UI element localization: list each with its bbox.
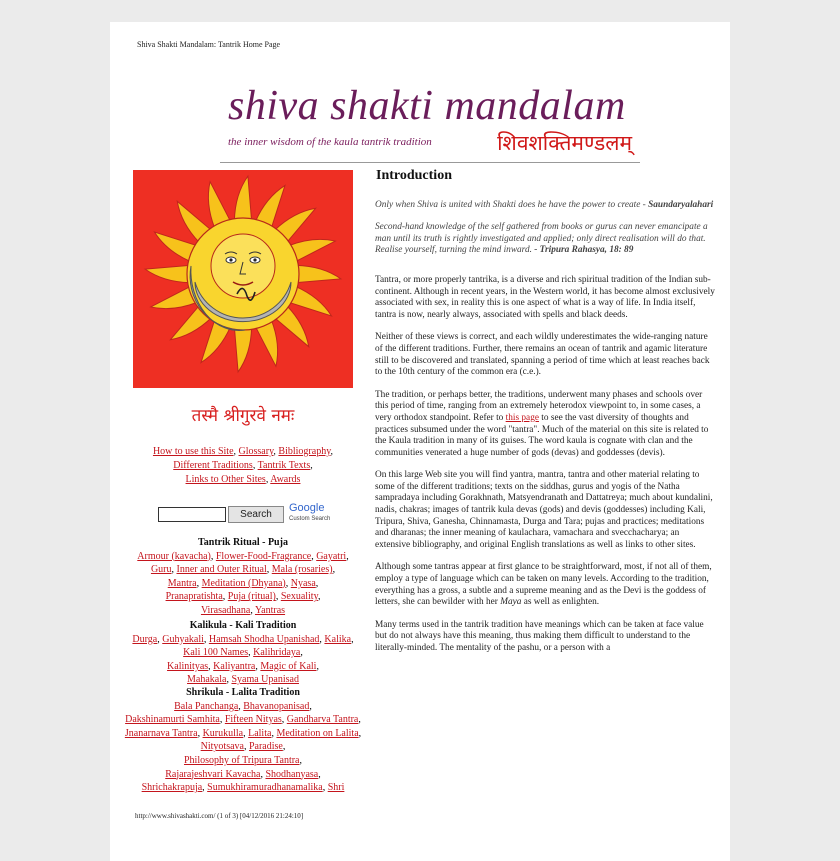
sun-ray <box>234 327 251 372</box>
sidebar-link[interactable]: Rajarajeshvari Kavacha <box>165 768 261 780</box>
nav-bibliography[interactable]: Bibliography <box>278 446 331 457</box>
sidebar-link[interactable]: Nyasa <box>290 577 316 589</box>
main-content <box>375 170 715 666</box>
section-links: Durga, Guhyakali, Hamsah Shodha Upanishad, Kalika, Kali 100 Names, Kalihridaya, Kalinityas, Kaliyantra, Magic of Kali, Mahakala, Syama Upanisad <box>132 633 354 686</box>
sidebar-link[interactable]: Meditation on Lalita <box>276 727 359 739</box>
sidebar-link[interactable]: Meditation (Dhyana) <box>201 577 286 589</box>
section-heading: Kalikula - Kali Tradition <box>189 620 297 631</box>
sidebar-link[interactable]: Bhavanopanisad <box>243 700 310 712</box>
sidebar-link[interactable]: Yantras <box>254 604 286 616</box>
section-heading: Shrikula - Lalita Tradition <box>186 687 300 698</box>
sun-moon-emblem <box>133 170 353 388</box>
nav-awards[interactable]: Awards <box>270 474 301 485</box>
sidebar-link[interactable]: Pranapratishta <box>165 591 223 603</box>
search-button[interactable]: Search <box>228 506 284 523</box>
sidebar-link[interactable]: Flower-Food-Fragrance <box>215 550 312 562</box>
sidebar-link[interactable]: Dakshinamurti Samhita <box>125 714 220 726</box>
nav-traditions[interactable]: Different Traditions <box>173 460 253 471</box>
paragraph-2: Neither of these views is correct, and each wildly underestimates the wide-ranging nature of the different traditions. Further, there remains an ocean of tantrik and agamic literature still to be discovered and translated, spanning a period of time which at least reaches back to the 10th century of the common era (c.e.). <box>375 332 710 378</box>
quote-text: Second-hand knowledge of the self gathered from books or gurus can never emancipate a man until its truth is rightly investigated and applied; only direct realisation will do that. Realise yourself, turning the mind inward. <box>375 222 708 256</box>
sidebar-link[interactable]: Hamsah Shodha Upanishad <box>208 633 320 645</box>
sidebar-link[interactable]: Philosophy of Tripura Tantra <box>183 754 300 766</box>
nav-how-to-use[interactable]: How to use this Site <box>152 446 234 457</box>
sidebar-link[interactable]: Sumukhiramuradhanamalika <box>207 782 323 794</box>
sidebar-link[interactable]: Bala Panchanga <box>174 700 239 712</box>
this-page-link[interactable]: this page <box>505 412 539 423</box>
sidebar-link[interactable]: Guhyakali <box>162 633 204 645</box>
quote-tripura-rahasya <box>375 222 715 257</box>
section-links: Bala Panchanga, Bhavanopanisad, Dakshinamurti Samhita, Fifteen Nityas, Gandharva Tantra, Jnanarnava Tantra, Kurukulla, Lalita, Meditation on Lalita, Nityotsava, Paradise, Philosophy of Tripura Tantra, Rajarajeshvari Kavacha, Shodhanyasa, Shrichakrapuja, Sumukhiramuradhanamalika, Shri <box>124 700 362 794</box>
paragraph-6: Many terms used in the tantrik tradition have meanings which can be taken at face value but do not always have this meaning, thus making them difficult to understand to the literally-minded. The mentality of the pashu, or a person with a <box>375 619 704 653</box>
paragraph-text: The tradition, or perhaps better, the traditions, underwent many phases and schools over this period of time, ranging from an extremely heterodox viewpoint to, in some cases, a very orthodox standpoint. Refer to <box>375 389 703 423</box>
quote-saundaryalahari <box>375 200 715 212</box>
sidebar-link[interactable]: Sexuality <box>280 591 318 603</box>
paragraph-1: Tantra, or more properly tantrika, is a diverse and rich spiritual tradition of the Indian sub-continent. Although in recent years, in the Western world, it has become almost exclusively associated with sex, in reality this is one aspect of what is a way of life. In India itself, tantra is now, nearly always, associated with spells and black deeds. <box>375 274 715 320</box>
section-heading: Tantrik Ritual - Puja <box>198 537 288 548</box>
sidebar-link[interactable]: Jnanarnava Tantra <box>124 727 198 739</box>
google-logo: Google <box>289 502 325 514</box>
maya-term: Maya <box>500 597 522 608</box>
page-header-title: Shiva Shakti Mandalam: Tantrik Home Page <box>137 40 281 49</box>
sidebar-link[interactable]: Syama Upanisad <box>231 674 299 686</box>
paragraph-4: On this large Web site you will find yantra, mantra, tantra and other material relating to some of the different traditions; texts on the siddhas, gurus and yogis of the Natha sampradaya including Gorakhnath, Matsyendranath and Dattatreya; much about kundalini, nadis, chakras; images of tantrik kula devas (gods) and devis (goddesses) including Kali, Tripura, Shiva, Ganesha, Chinnamasta, Durga and Tara; pujas and practices; meditations and dharanas; the inner meaning of kaulachara, vamachara and svecchacharya; an extensive bibliography, and original English translations as well as links to other sites. <box>375 470 713 550</box>
nav-glossary[interactable]: Glossary <box>238 446 274 457</box>
banner-devanagari: शिवशक्तिमण्डलम् <box>497 131 632 155</box>
sidebar-link[interactable]: Paradise <box>248 741 283 753</box>
sidebar-link[interactable]: Armour (kavacha) <box>137 550 211 562</box>
sun-ray <box>234 176 251 221</box>
sidebar-link[interactable]: Mahakala <box>187 674 227 686</box>
guru-mantra: तस्मै श्रीगुरवे नमः <box>191 406 295 426</box>
sidebar-link[interactable]: Lalita <box>248 727 272 739</box>
document-page <box>110 22 730 861</box>
sidebar-link[interactable]: Shodhanyasa <box>265 768 319 780</box>
site-search <box>158 502 358 528</box>
sidebar-link[interactable]: Magic of Kali <box>260 660 317 672</box>
sidebar-link[interactable]: Fifteen Nityas <box>224 714 282 726</box>
sidebar-link[interactable]: Mantra <box>167 577 197 589</box>
sidebar-link[interactable]: Puja (ritual) <box>227 591 276 603</box>
banner-title: shiva shakti mandalam <box>228 83 626 129</box>
paragraph-3 <box>375 390 715 460</box>
banner-tagline: the inner wisdom of the kaula tantrik tradition <box>228 136 432 148</box>
page-title: Introduction <box>376 168 452 183</box>
quote-text: Only when Shiva is united with Shakti does he have the power to create - <box>375 199 646 210</box>
sidebar-link[interactable]: Mala (rosaries) <box>271 564 333 576</box>
quote-source: Saundaryalahari <box>648 199 714 210</box>
paragraph-text: as well as enlighten. <box>523 597 600 608</box>
quote-source: - Tripura Rahasya, 18: 89 <box>534 245 634 256</box>
sidebar-link[interactable]: Kaliyantra <box>213 660 256 672</box>
sun-ray <box>296 265 341 282</box>
sun-ray <box>145 265 190 282</box>
sidebar-link[interactable]: Shrichakrapuja <box>141 782 203 794</box>
custom-search-label: Custom Search <box>289 516 331 522</box>
sidebar-link[interactable]: Nityotsava <box>200 741 244 753</box>
sidebar-link[interactable]: Gayatri <box>316 550 347 562</box>
site-nav: How to use this Site, Glossary, Bibliography, Different Traditions, Tantrik Texts, Links to Other Sites, Awards <box>152 446 334 485</box>
sidebar-link[interactable]: Durga <box>132 633 158 645</box>
sidebar-link[interactable]: Gandharva Tantra <box>286 714 359 726</box>
sidebar-link[interactable]: Kali 100 Names <box>183 647 249 659</box>
section-links: Armour (kavacha), Flower-Food-Fragrance, Gayatri, Guru, Inner and Outer Ritual, Mala (rosaries), Mantra, Meditation (Dhyana), Nyasa, Pranapratishta, Puja (ritual), Sexuality, Virasadhana, Yantras <box>137 550 349 616</box>
nav-texts[interactable]: Tantrik Texts <box>257 460 311 471</box>
sidebar-link[interactable]: Kalihridaya <box>253 647 301 659</box>
section-kalikula <box>122 619 364 687</box>
sidebar-link[interactable]: Inner and Outer Ritual <box>176 564 267 576</box>
sidebar-link[interactable]: Kurukulla <box>202 727 244 739</box>
paragraph-text: Although some tantras appear at first glance to be straightforward, most, if not all of them, employ a type of language which can be taken on many levels. According to the tradition, everything has a gross, a subtle and a supreme meaning and as the Devi is the goddess of letters, she can bewilder with her <box>375 562 712 608</box>
nav-links[interactable]: Links to Other Sites <box>185 474 266 485</box>
paragraph-text: to see the vast diversity of thoughts and practices subsumed under the word "tantra". Much of the material on this site is related to the Kaula tradition in many of its guises. The word kaula is cognate with clan and the communities venerated a huge number of gods (devas) and goddesses (devis). <box>375 412 709 458</box>
sidebar-link[interactable]: Shri <box>327 782 345 794</box>
page-footer-url: http://www.shivashakti.com/ (1 of 3) [04/12/2016 21:24:10] <box>135 812 304 820</box>
sidebar-link[interactable]: Kalika <box>324 633 352 645</box>
sidebar-link[interactable]: Virasadhana <box>200 604 251 616</box>
site-banner[interactable] <box>220 80 640 163</box>
search-input[interactable] <box>158 507 226 522</box>
sidebar-link[interactable]: Guru <box>150 564 172 576</box>
section-tantrik-ritual <box>122 536 364 618</box>
sidebar-link[interactable]: Kalinityas <box>167 660 209 672</box>
paragraph-5 <box>375 562 715 608</box>
section-shrikula <box>122 686 364 795</box>
sun-icon <box>133 170 353 388</box>
